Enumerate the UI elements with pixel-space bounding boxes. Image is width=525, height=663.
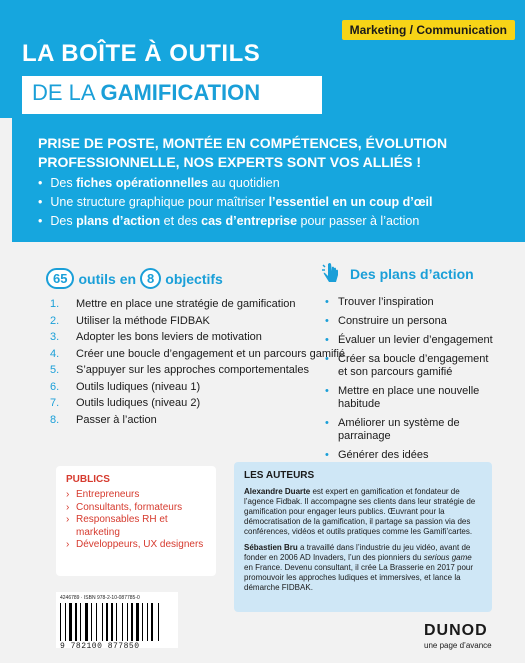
barcode-stripe	[109, 603, 110, 641]
plans-title: Des plans d’action	[350, 266, 474, 282]
title-line-2-prefix: DE LA	[32, 80, 101, 105]
publisher-logo: DUNOD	[424, 622, 488, 639]
author-2-text: en France. Devenu consultant, il crée La Brasserie en 2017 pour promouvoir les approches ludiques et immersives, et lance la démarche FIDBAK.	[244, 563, 474, 592]
barcode-stripe	[140, 603, 141, 641]
barcode-stripe	[69, 603, 72, 641]
tools-word-2: objectifs	[165, 270, 223, 287]
item-number: 2.	[50, 314, 60, 327]
barcode-stripe	[91, 603, 92, 641]
author-1-name: Alexandre Duarte	[244, 487, 311, 496]
item-label: Passer à l’action	[76, 413, 157, 426]
list-item	[50, 362, 345, 379]
item-number: 5.	[50, 364, 60, 376]
list-item: › Consultants, formateurs	[66, 502, 206, 515]
list-item	[50, 346, 345, 363]
barcode-bars	[60, 603, 174, 641]
item-label: Utiliser la méthode FIDBAK	[76, 314, 210, 327]
title-line-2-bold: GAMIFICATION	[100, 80, 261, 105]
barcode-stripe	[129, 603, 130, 641]
tools-word-1: outils en	[78, 270, 137, 287]
author-1-text: est expert en gamification et fondateur de l’agence Fidbak. Il accompagne ses clients dans leur stratégie de gamification pour engager leurs publics. Œuvrant pour la démocratisation de la gamification, il partage sa passion via des conférences, vidéos et outils pratiques comme les Gamifi’cartes.	[244, 487, 476, 536]
publics-list	[66, 489, 206, 552]
promise-text: Une structure graphique pour maîtriser	[50, 195, 269, 209]
item-label: Outils ludiques (niveau 2)	[76, 397, 201, 409]
barcode-stripe	[75, 603, 77, 641]
barcode-stripe	[147, 603, 148, 641]
list-item: • Construire un persona	[325, 315, 495, 328]
plans-list	[325, 296, 495, 487]
barcode-stripe	[89, 603, 90, 641]
list-item: › Responsables RH et marketing	[66, 514, 206, 539]
barcode-stripe	[116, 603, 117, 641]
list-item: • Générer des idées	[325, 449, 495, 462]
barcode-stripe	[114, 603, 115, 641]
promise-bold: fiches opérationnelles	[76, 176, 209, 190]
publics-box	[56, 466, 216, 576]
isbn-line: 4246789 · ISBN 978-2-10-087785-0	[60, 595, 140, 601]
ean-number: 9 782100 877850	[60, 642, 140, 651]
promise-text: au quotidien	[208, 176, 280, 190]
publisher-tagline: une page d’avance	[424, 641, 492, 650]
barcode-stripe	[124, 603, 126, 641]
barcode-stripe	[67, 603, 68, 641]
list-item: • Améliorer un système de parrainage	[325, 417, 495, 443]
barcode	[56, 592, 178, 651]
tools-count-badge: 65	[46, 268, 74, 289]
item-label: Créer une boucle d’engagement et un parcours gamifié	[76, 347, 346, 360]
collection-tag: Marketing / Communication	[342, 20, 515, 40]
promise-item	[38, 174, 508, 193]
list-item	[50, 395, 345, 412]
barcode-stripe	[106, 603, 108, 641]
barcode-stripe	[73, 603, 74, 641]
authors-box	[234, 462, 492, 612]
barcode-stripe	[62, 603, 64, 641]
barcode-stripe	[93, 603, 95, 641]
barcode-stripe	[144, 603, 146, 641]
barcode-stripe	[142, 603, 143, 641]
item-number: 6.	[50, 380, 60, 393]
promise-bold: l’essentiel en un coup d’œil	[268, 195, 433, 209]
hand-pointer-icon	[320, 262, 342, 286]
barcode-stripe	[131, 603, 133, 641]
item-number: 7.	[50, 397, 60, 409]
barcode-stripe	[151, 603, 153, 641]
promise-bold: cas d’entreprise	[201, 214, 298, 228]
author-2-italic: serious game	[423, 553, 472, 562]
promise-item	[38, 212, 508, 231]
title-line-1: LA BOÎTE À OUTILS	[22, 40, 261, 67]
barcode-stripe	[65, 603, 66, 641]
list-item: • Mettre en place une nouvelle habitude	[325, 385, 495, 411]
item-label: S’appuyer sur les approches comportementales	[76, 364, 309, 376]
list-item	[50, 379, 345, 396]
author-1-bio	[244, 487, 482, 537]
list-item: › Développeurs, UX designers	[66, 539, 206, 552]
barcode-stripe	[160, 603, 161, 641]
author-2-name: Sébastien Bru	[244, 543, 298, 552]
list-item: • Trouver l’inspiration	[325, 296, 495, 309]
item-number: 8.	[50, 413, 60, 426]
barcode-stripe	[122, 603, 123, 641]
promise-text: pour passer à l’action	[297, 214, 420, 228]
item-label: Adopter les bons leviers de motivation	[76, 331, 262, 343]
promise-text: Des	[50, 214, 77, 228]
barcode-stripe	[104, 603, 105, 641]
list-item	[50, 412, 345, 429]
list-item: • Créer sa boucle d’engagement et son parcours gamifié	[325, 353, 495, 379]
item-label: Mettre en place une stratégie de gamification	[76, 298, 296, 310]
barcode-stripe	[80, 603, 81, 641]
author-2-text: a travaillé dans l’industrie du jeu vidéo, avant de fonder en 2006 AD Invaders, l’un des pionniers du	[244, 543, 471, 562]
publics-title: PUBLICS	[66, 474, 110, 485]
barcode-stripe	[136, 603, 139, 641]
objectives-count-badge: 8	[140, 268, 161, 289]
list-item: › Entrepreneurs	[66, 489, 206, 502]
plans-heading	[320, 262, 474, 286]
barcode-stripe	[127, 603, 128, 641]
barcode-stripe	[85, 603, 88, 641]
barcode-stripe	[98, 603, 101, 641]
barcode-stripe	[158, 603, 159, 641]
authors-title: LES AUTEURS	[244, 470, 315, 481]
barcode-stripe	[134, 603, 135, 641]
promise-text: Des	[50, 176, 77, 190]
barcode-stripe	[154, 603, 157, 641]
barcode-stripe	[82, 603, 84, 641]
item-label: Outils ludiques (niveau 1)	[76, 380, 201, 393]
promise-item	[38, 193, 508, 212]
list-item	[50, 329, 345, 346]
tools-heading	[46, 268, 223, 289]
barcode-stripe	[78, 603, 79, 641]
list-item	[50, 296, 345, 313]
barcode-stripe	[149, 603, 150, 641]
promise-headline: PRISE DE POSTE, MONTÉE EN COMPÉTENCES, ÉVOLUTION PROFESSIONNELLE, NOS EXPERTS SONT VOS ALLIÉS !	[38, 135, 448, 170]
barcode-stripe	[111, 603, 113, 641]
tools-list	[50, 296, 345, 428]
promise-bold: plans d’action	[76, 214, 161, 228]
promise-list	[38, 174, 508, 231]
item-number: 1.	[50, 298, 60, 310]
promise-text: et des	[160, 214, 202, 228]
author-2-bio	[244, 543, 482, 593]
barcode-stripe	[96, 603, 97, 641]
title-line-2	[32, 80, 260, 106]
barcode-stripe	[102, 603, 103, 641]
item-number: 3.	[50, 331, 60, 343]
item-number: 4.	[50, 347, 60, 360]
list-item: • Évaluer un levier d’engagement	[325, 334, 495, 347]
barcode-stripe	[118, 603, 121, 641]
barcode-stripe	[60, 603, 61, 641]
list-item	[50, 313, 345, 330]
